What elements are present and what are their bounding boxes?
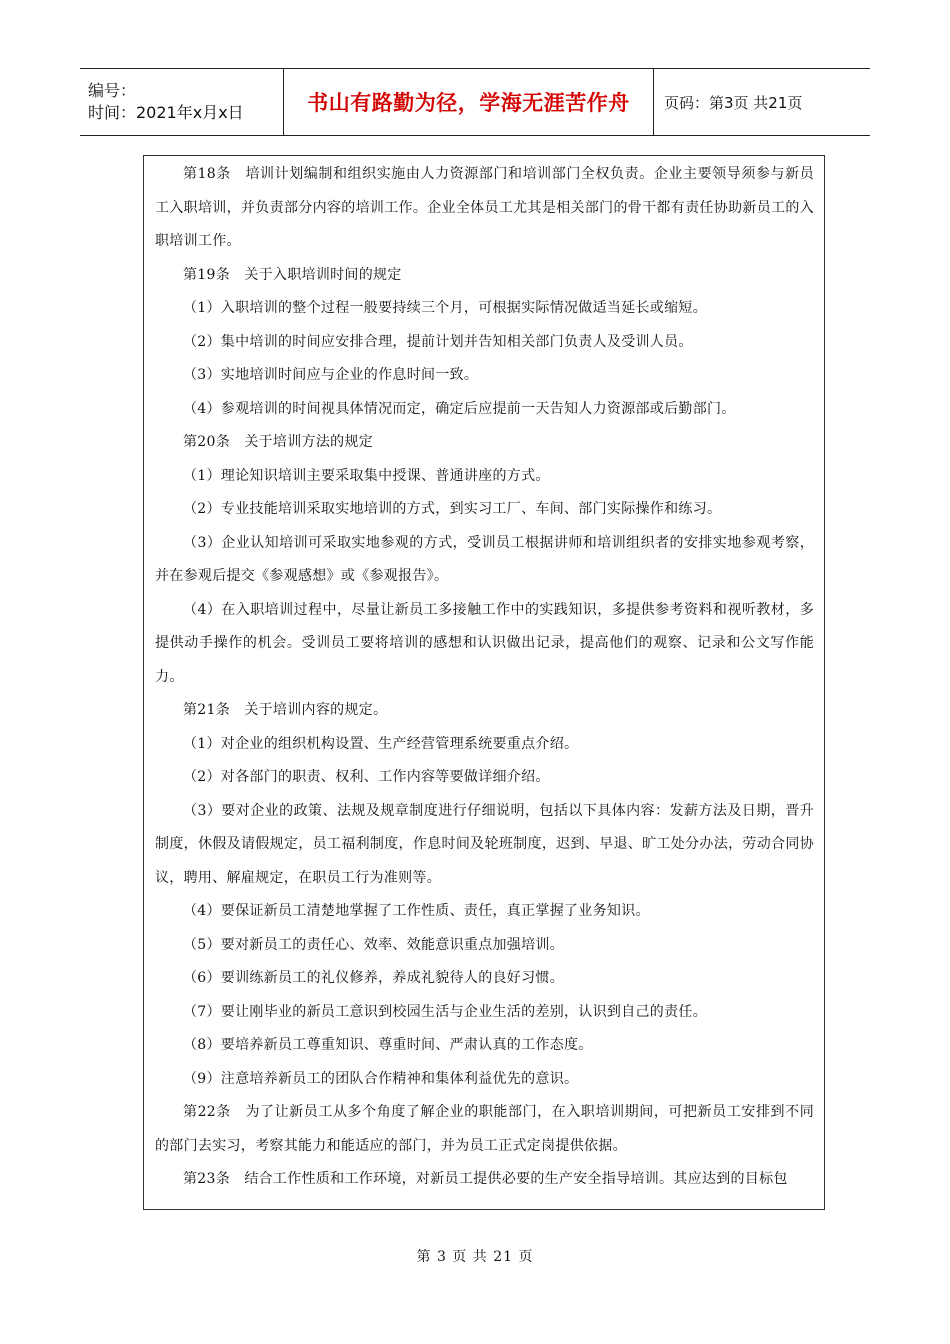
article-21-title: 第21条 关于培训内容的规定。 <box>183 702 388 718</box>
page-footer: 第 3 页 共 21 页 <box>416 1249 534 1265</box>
article-23: 第23条 结合工作性质和工作环境，对新员工提供必要的生产安全指导培训。其应达到的目标包 <box>183 1171 788 1187</box>
article-20-item-2: （2）专业技能培训采取实地培训的方式，到实习工厂、车间、部门实际操作和练习。 <box>183 501 722 517</box>
article-19-item-4: （4）参观培训的时间视具体情况而定，确定后应提前一天告知人力资源部或后勤部门。 <box>183 400 736 417</box>
content-box <box>143 155 825 1210</box>
page-header <box>80 68 870 136</box>
article-21-item-6: （6）要训练新员工的礼仪修养，养成礼貌待人的良好习惯。 <box>183 970 565 986</box>
header-left-cell <box>80 69 284 135</box>
article-21-item-9: （9）注意培养新员工的团队合作精神和集体利益优先的意识。 <box>183 1070 579 1087</box>
article-20-item-4: （4）在入职培训过程中，尽量让新员工多接触工作中的实践知识，多提供参考资料和视听教材，多提供动手操作的机会。受训员工要将培训的感想和认识做出记录，提高他们的观察、记录和公文写作能力。 <box>155 601 814 685</box>
article-21-item-4: （4）要保证新员工清楚地掌握了工作性质、责任，真正掌握了业务知识。 <box>183 903 650 919</box>
article-19-item-1: （1）入职培训的整个过程一般要持续三个月，可根据实际情况做适当延长或缩短。 <box>183 300 708 316</box>
article-20-item-3: （3）企业认知培训可采取实地参观的方式，受训员工根据讲师和培训组织者的安排实地参观考察，并在参观后提交《参观感想》或《参观报告》。 <box>155 534 814 584</box>
article-21-item-8: （8）要培养新员工尊重知识、尊重时间、严肃认真的工作态度。 <box>183 1037 593 1053</box>
header-page-number: 页码：第3页 共21页 <box>664 93 803 112</box>
article-21-item-5: （5）要对新员工的责任心、效率、效能意识重点加强培训。 <box>183 936 565 953</box>
article-18: 第18条 培训计划编制和组织实施由人力资源部门和培训部门全权负责。企业主要领导须参与新员工入职培训，并负责部分内容的培训工作。企业全体员工尤其是相关部门的骨干都有责任协助新员工的入职培训工作。 <box>155 166 814 249</box>
article-19-title: 第19条 关于入职培训时间的规定 <box>183 266 402 283</box>
article-21-item-1: （1）对企业的组织机构设置、生产经营管理系统要重点介绍。 <box>183 735 579 752</box>
article-22: 第22条 为了让新员工从多个角度了解企业的职能部门，在入职培训期间，可把新员工安排到不同的部门去实习，考察其能力和能适应的部门，并为员工正式定岗提供依据。 <box>155 1104 814 1154</box>
article-21-item-2: （2）对各部门的职责、权利、工作内容等要做详细介绍。 <box>183 769 550 785</box>
document-date-label: 时间：2021年x月x日 <box>88 103 244 122</box>
article-20-item-1: （1）理论知识培训主要采取集中授课、普通讲座的方式。 <box>183 467 550 484</box>
document-number-label: 编号： <box>88 81 137 100</box>
header-motto: 书山有路勤为径，学海无涯苦作舟 <box>284 69 654 135</box>
article-21-item-7: （7）要让刚毕业的新员工意识到校园生活与企业生活的差别，认识到自己的责任。 <box>183 1003 708 1020</box>
article-21-item-3: （3）要对企业的政策、法规及规章制度进行仔细说明，包括以下具体内容：发薪方法及日期，晋升制度，休假及请假规定，员工福利制度，作息时间及轮班制度，迟到、早退、旷工处分办法，劳动合同协议，聘用、解雇规定，在职员工行为准则等。 <box>155 802 814 886</box>
article-20-title: 第20条 关于培训方法的规定 <box>183 434 374 450</box>
article-19-item-2: （2）集中培训的时间应安排合理，提前计划并告知相关部门负责人及受训人员。 <box>183 333 693 350</box>
article-19-item-3: （3）实地培训时间应与企业的作息时间一致。 <box>183 367 479 383</box>
